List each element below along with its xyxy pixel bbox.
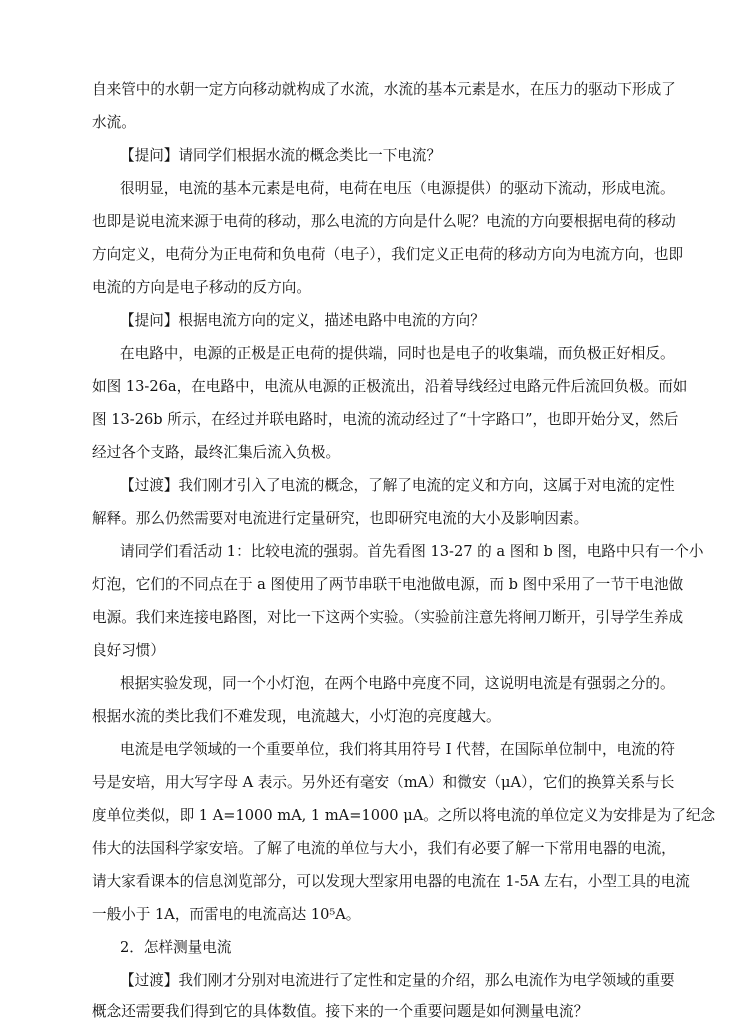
text-line: 方向定义，电荷分为正电荷和负电荷（电子），我们定义正电荷的移动方向为电流方向，也即 — [92, 246, 684, 263]
text-line: 伟大的法国科学家安培。了解了电流的单位与大小，我们有必要了解一下常用电器的电流， — [92, 840, 676, 857]
text-line: 根据实验发现，同一个小灯泡，在两个电路中亮度不同，这说明电流是有强弱之分的。 — [120, 675, 675, 692]
transition-line: 【过渡】我们刚才分别对电流进行了定性和定量的介绍，那么电流作为电学领域的重要 — [120, 972, 675, 989]
text-line: 很明显，电流的基本元素是电荷，电荷在电压（电源提供）的驱动下流动，形成电流。 — [120, 180, 675, 197]
text-line: 根据水流的类比我们不难发现，电流越大，小灯泡的亮度越大。 — [92, 708, 501, 725]
question-line: 【提问】根据电流方向的定义，描述电路中电流的方向？ — [120, 312, 485, 329]
question-line: 【提问】请同学们根据水流的概念类比一下电流？ — [120, 147, 442, 164]
text-line: 一般小于 1A，而雷电的电流高达 10⁵A。 — [92, 906, 361, 923]
text-line: 水流。 — [92, 114, 136, 131]
text-line: 自来管中的水朝一定方向移动就构成了水流，水流的基本元素是水，在压力的驱动下形成了 — [92, 81, 676, 98]
text-line: 图 13-26b 所示，在经过并联电路时，电流的流动经过了“十字路口”，也即开始分叉，然后 — [92, 411, 679, 428]
text-line: 请同学们看活动 1：比较电流的强弱。首先看图 13-27 的 a 图和 b 图，电路中只有一个小 — [120, 543, 704, 560]
text-line: 概念还需要我们得到它的具体数值。接下来的一个重要问题是如何测量电流？ — [92, 1003, 589, 1020]
text-line: 如图 13-26a，在电路中，电流从电源的正极流出，沿着导线经过电路元件后流回负极。而如 — [92, 378, 688, 395]
text-line: 号是安培，用大写字母 A 表示。另外还有毫安（mA）和微安（μA），它们的换算关系与长 — [92, 774, 675, 791]
text-line: 在电路中，电源的正极是正电荷的提供端，同时也是电子的收集端，而负极正好相反。 — [120, 345, 675, 362]
section-heading: 2．怎样测量电流 — [120, 939, 232, 956]
text-line: 度单位类似，即 1 A=1000 mA, 1 mA=1000 μA。之所以将电流的单位定义为安排是为了纪念 — [92, 807, 716, 824]
text-line: 电流是电学领域的一个重要单位，我们将其用符号 I 代替，在国际单位制中，电流的符 — [120, 741, 676, 758]
text-line: 电流的方向是电子移动的反方向。 — [92, 279, 311, 296]
transition-line: 【过渡】我们刚才引入了电流的概念，了解了电流的定义和方向，这属于对电流的定性 — [120, 477, 675, 494]
text-line: 良好习惯） — [92, 642, 165, 659]
text-line: 请大家看课本的信息浏览部分，可以发现大型家用电器的电流在 1-5A 左右，小型工具的电流 — [92, 873, 690, 890]
text-line: 也即是说电流来源于电荷的移动，那么电流的方向是什么呢？电流的方向要根据电荷的移动 — [92, 213, 676, 230]
text-line: 解释。那么仍然需要对电流进行定量研究，也即研究电流的大小及影响因素。 — [92, 510, 589, 527]
text-line: 电源。我们来连接电路图，对比一下这两个实验。（实验前注意先将闸刀断开，引导学生养成 — [92, 609, 684, 626]
text-line: 灯泡，它们的不同点在于 a 图使用了两节串联干电池做电源，而 b 图中采用了一节干电池做 — [92, 576, 684, 593]
text-line: 经过各个支路，最终汇集后流入负极。 — [92, 444, 341, 461]
